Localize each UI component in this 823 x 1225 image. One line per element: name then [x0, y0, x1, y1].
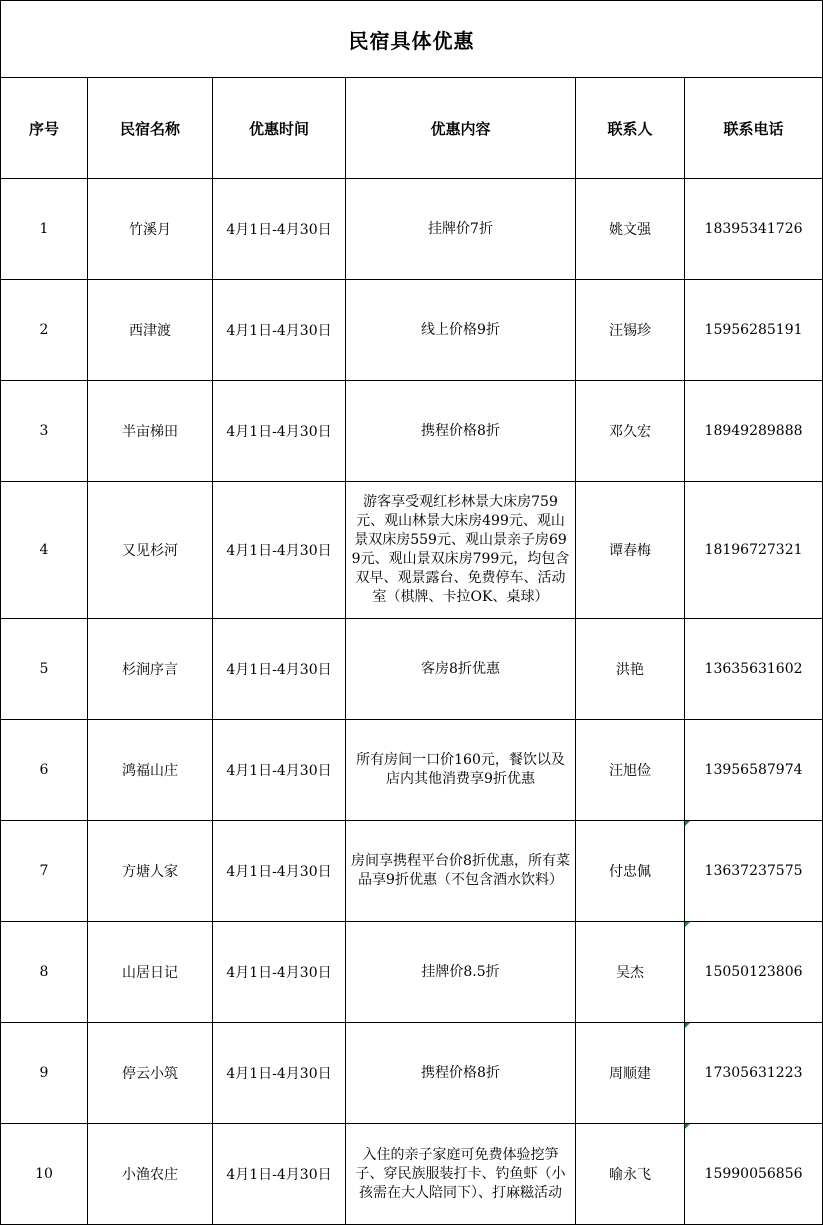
content-text: 线上价格9折 [421, 321, 500, 338]
cell-no: 8 [1, 922, 88, 1023]
cell-marker-icon [685, 1124, 690, 1129]
header-phone: 联系电话 [685, 78, 823, 179]
content-text: 游客享受观红杉林景大床房759元、观山林景大床房499元、观山景双床房559元、观山景亲子房699元、观山景双床房799元，均包含双早、观景露台、免费停车、活动室（棋牌、卡拉OK、桌球） [351, 494, 570, 605]
header-row [1, 78, 823, 179]
title-row [1, 1, 823, 78]
table-row [1, 482, 823, 619]
cell-content [346, 1023, 576, 1124]
cell-contact: 付忠佩 [576, 821, 685, 922]
content-text: 携程价格8折 [421, 1064, 500, 1081]
cell-no: 7 [1, 821, 88, 922]
cell-phone: 13956587974 [685, 720, 823, 821]
cell-marker-icon [685, 821, 690, 826]
header-content: 优惠内容 [346, 78, 576, 179]
cell-name: 半亩梯田 [88, 381, 213, 482]
cell-name: 山居日记 [88, 922, 213, 1023]
table-row [1, 280, 823, 381]
phone-text: 17305631223 [704, 1065, 803, 1081]
header-period: 优惠时间 [213, 78, 346, 179]
table-row [1, 821, 823, 922]
table-row [1, 619, 823, 720]
table-row [1, 1023, 823, 1124]
table-row [1, 720, 823, 821]
cell-period: 4月1日-4月30日 [213, 1023, 346, 1124]
cell-content [346, 1124, 576, 1225]
cell-no: 3 [1, 381, 88, 482]
cell-content [346, 482, 576, 619]
cell-phone [685, 821, 823, 922]
cell-contact: 姚文强 [576, 179, 685, 280]
cell-period: 4月1日-4月30日 [213, 381, 346, 482]
content-text: 客房8折优惠 [421, 660, 500, 677]
cell-phone [685, 1023, 823, 1124]
cell-no: 2 [1, 280, 88, 381]
cell-period: 4月1日-4月30日 [213, 619, 346, 720]
content-text: 入住的亲子家庭可免费体验挖笋子、穿民族服装打卡、钓鱼虾（小孩需在大人陪同下）、打麻糍活动 [355, 1146, 566, 1201]
cell-phone: 13635631602 [685, 619, 823, 720]
cell-name: 竹溪月 [88, 179, 213, 280]
cell-no: 10 [1, 1124, 88, 1225]
cell-content [346, 179, 576, 280]
cell-name: 又见杉河 [88, 482, 213, 619]
cell-name: 小渔农庄 [88, 1124, 213, 1225]
cell-contact: 谭春梅 [576, 482, 685, 619]
table-row [1, 922, 823, 1023]
cell-content [346, 381, 576, 482]
cell-phone [685, 922, 823, 1023]
cell-phone: 18949289888 [685, 381, 823, 482]
header-name: 民宿名称 [88, 78, 213, 179]
table-row [1, 179, 823, 280]
cell-no: 9 [1, 1023, 88, 1124]
cell-content [346, 619, 576, 720]
cell-contact: 汪旭俭 [576, 720, 685, 821]
table-row [1, 1124, 823, 1225]
header-no: 序号 [1, 78, 88, 179]
cell-phone: 18196727321 [685, 482, 823, 619]
cell-name: 杉涧序言 [88, 619, 213, 720]
cell-no: 6 [1, 720, 88, 821]
cell-contact: 邓久宏 [576, 381, 685, 482]
phone-text: 15050123806 [704, 964, 803, 980]
cell-phone [685, 1124, 823, 1225]
cell-no: 1 [1, 179, 88, 280]
cell-marker-icon [685, 922, 690, 927]
cell-contact: 汪锡珍 [576, 280, 685, 381]
content-text: 挂牌价8.5折 [421, 963, 500, 980]
table-row [1, 381, 823, 482]
cell-period: 4月1日-4月30日 [213, 179, 346, 280]
cell-contact: 周顺建 [576, 1023, 685, 1124]
content-text: 携程价格8折 [421, 422, 500, 439]
cell-name: 方塘人家 [88, 821, 213, 922]
content-text: 房间享携程平台价8折优惠，所有菜品享9折优惠（不包含酒水饮料） [351, 853, 570, 888]
cell-period: 4月1日-4月30日 [213, 280, 346, 381]
cell-name: 鸿福山庄 [88, 720, 213, 821]
cell-no: 5 [1, 619, 88, 720]
cell-contact: 喻永飞 [576, 1124, 685, 1225]
cell-period: 4月1日-4月30日 [213, 922, 346, 1023]
phone-text: 13637237575 [704, 863, 803, 879]
table-title: 民宿具体优惠 [1, 1, 823, 78]
cell-no: 4 [1, 482, 88, 619]
content-text: 所有房间一口价160元，餐饮以及店内其他消费享9折优惠 [356, 752, 565, 787]
cell-content [346, 922, 576, 1023]
cell-phone: 18395341726 [685, 179, 823, 280]
cell-name: 西津渡 [88, 280, 213, 381]
cell-content [346, 821, 576, 922]
cell-phone: 15956285191 [685, 280, 823, 381]
cell-content [346, 280, 576, 381]
cell-content [346, 720, 576, 821]
cell-marker-icon [685, 1023, 690, 1028]
cell-period: 4月1日-4月30日 [213, 482, 346, 619]
header-contact: 联系人 [576, 78, 685, 179]
cell-contact: 洪艳 [576, 619, 685, 720]
content-text: 挂牌价7折 [428, 220, 493, 237]
cell-period: 4月1日-4月30日 [213, 720, 346, 821]
cell-period: 4月1日-4月30日 [213, 821, 346, 922]
cell-period: 4月1日-4月30日 [213, 1124, 346, 1225]
cell-contact: 吴杰 [576, 922, 685, 1023]
cell-name: 停云小筑 [88, 1023, 213, 1124]
phone-text: 15990056856 [704, 1166, 803, 1182]
